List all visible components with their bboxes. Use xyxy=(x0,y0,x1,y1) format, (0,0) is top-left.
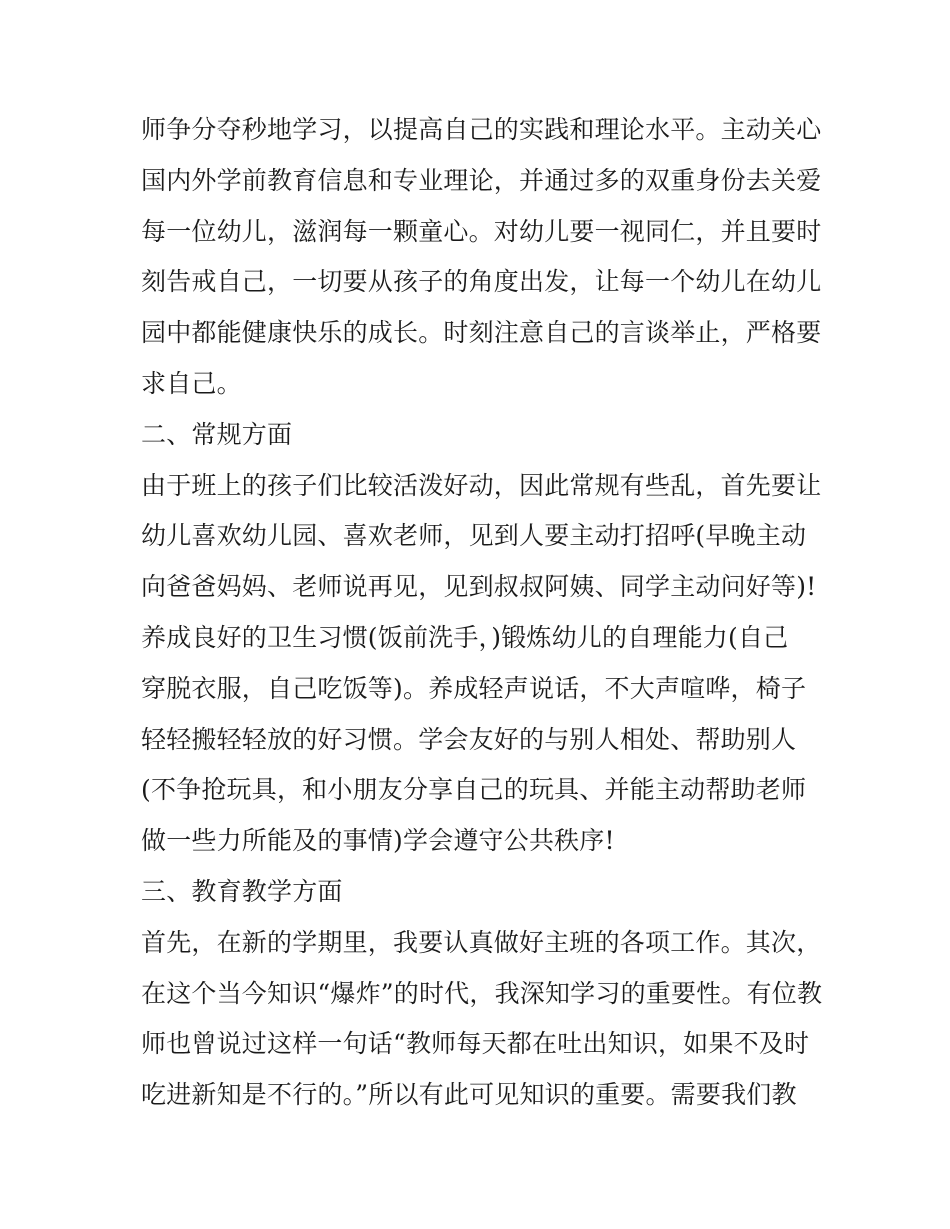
body-text-line: 幼儿喜欢幼儿园、喜欢老师，见到人要主动打招呼(早晚主动 xyxy=(141,521,807,551)
body-text-line: 求自己。 xyxy=(141,368,242,398)
body-text-line: 吃进新知是不行的。”所以有此可见知识的重要。需要我们教 xyxy=(141,1080,797,1110)
body-text-line: 刻告戒自己，一切要从孩子的角度出发，让每一个幼儿在幼儿 xyxy=(141,267,822,297)
body-text-line: 师争分夺秒地学习，以提高自己的实践和理论水平。主动关心 xyxy=(141,115,822,144)
body-text-line: 穿脱衣服，自己吃饭等)。养成轻声说话，不大声喧哗，椅子 xyxy=(141,673,807,703)
body-text-line: 首先，在新的学期里，我要认真做好主班的各项工作。其次， xyxy=(141,927,822,957)
body-text-line: 在这个当今知识“爆炸”的时代，我深知学习的重要性。有位教 xyxy=(141,978,823,1008)
body-text-line: 向爸爸妈妈、老师说再见，见到叔叔阿姨、同学主动问好等)! xyxy=(141,572,817,602)
section-heading: 二、常规方面 xyxy=(141,419,293,449)
body-text-line: 养成良好的卫生习惯(饭前洗手，)锻炼幼儿的自理能力(自己 xyxy=(141,622,789,652)
body-text-line: 做一些力所能及的事情)学会遵守公共秩序! xyxy=(141,826,615,856)
section-heading: 三、教育教学方面 xyxy=(141,876,343,906)
body-text-line: 由于班上的孩子们比较活泼好动，因此常规有些乱，首先要让 xyxy=(141,470,822,500)
body-text-line: 每一位幼儿，滋润每一颗童心。对幼儿要一视同仁，并且要时 xyxy=(141,216,822,246)
document-body xyxy=(141,105,821,1121)
body-text-line: 国内外学前教育信息和专业理论，并通过多的双重身份去关爱 xyxy=(141,165,822,195)
body-text-line: (不争抢玩具，和小朋友分享自己的玩具、并能主动帮助老师 xyxy=(141,775,807,805)
body-text-line: 轻轻搬轻轻放的好习惯。学会友好的与别人相处、帮助别人 xyxy=(141,724,797,754)
body-text-line: 园中都能健康快乐的成长。时刻注意自己的言谈举止，严格要 xyxy=(141,318,822,348)
body-text-line: 师也曾说过这样一句话“教师每天都在吐出知识，如果不及时 xyxy=(141,1029,810,1059)
